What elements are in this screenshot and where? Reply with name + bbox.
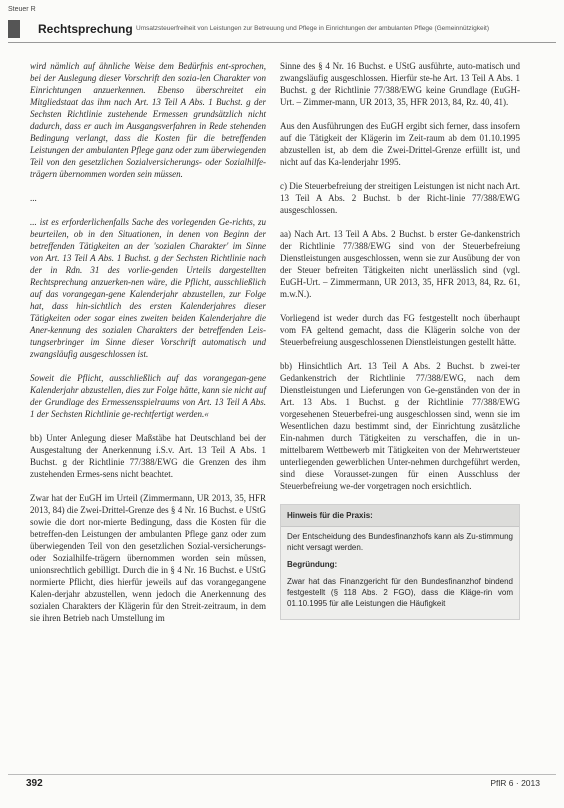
section-title: Rechtsprechung xyxy=(38,22,133,36)
paragraph: ... ist es erforderlichenfalls Sache des vorlegenden Ge-richts, zu beurteilen, ob in den Situationen, in denen von Beginn der betreffenden Tätigkeiten an der 'sozialen Charakter' im Sinne von Art. 13 Teil A Abs. 1 Buchst. g der Sechsten Richtlinie nach der in Rdn. 31 des vorlie-genden Urteils dargestellten Rechtsprechung anzuerken-nen wäre, die Pflicht, ausschließlich auf das vorangegan-gene Kalenderjahr abzustellen, zur Folge hat, dass hin-sichtlich des ersten Kalenderjahres dieser Tätigkeiten oder sogar eines zweiten beiden Kalenderjahre die Aner-kennung des sozialen Charakters der betreffenden Leis-tungserbringer im Sinne dieser Vorschrift automatisch und zwangsläufig ausgeschlossen ist. xyxy=(30,217,266,359)
paragraph: wird nämlich auf ähnliche Weise dem Bedürfnis ent-sprochen, bei der Auslegung dieser Vorschrift den sozia-len Charakter von Einrichtungen anzuerkennen. Ebenso überschreitet ein Mitgliedstaat das ihm nach Art. 13 Teil A Abs. 1 Buchst. g der Sechsten Richtlinie zustehende Ermessen grundsätzlich nicht dadurch, dass er auch im Ausgangsverfahren in Rede stehenden Bedingung verlangt, dass die Kosten für die betreffenden Leistungen der ambulanten Pflege ganz oder zum überwiegenden Teil von den gesetzlichen Sozialversicherungs- oder Sozialhilfe-trägern übernommen worden sein müssen. xyxy=(30,61,266,179)
page-number: 392 xyxy=(26,778,43,789)
hint-title: Hinweis für die Praxis: xyxy=(281,505,519,527)
paragraph: bb) Hinsichtlich Art. 13 Teil A Abs. 2 Buchst. b zwei-ter Gedankenstrich der Richtlinie 77/388/EWG, nach dem Dienstleistungen und Lieferungen von Ge-genständen von der in Art. 13 Abs. 1 Buchst. g der Richtlinie 77/388/EWG vorgesehenen Steuerbefrei-ung ausgeschlossen sind, wenn sie im Wesentlichen dazu bestimmt sind, der Einrichtung zusätzliche Ein-nahmen durch Tätigkeiten zu verschaffen, die in un-mittelbarem Wettbewerb mit Tätigkeiten von der Mehrwertsteuer unterliegenden gewerblichen Unter-nehmen durchgeführt werden, sind diese Vorausset-zungen für einen Ausschluss der Steuerbefreiung we-der vorgetragen noch ersichtlich. xyxy=(280,361,520,491)
section-subtitle: Umsatzsteuerfreiheit von Leistungen zur Betreuung und Pflege in Einrichtungen der ambulanten Pflege (Gemeinnützigkeit) xyxy=(136,25,490,32)
page-header-author: Steuer R xyxy=(8,6,36,13)
hint-text: Der Entscheidung des Bundesfinanzhofs kann als Zu-stimmung nicht versagt werden. xyxy=(287,532,513,552)
paragraph: Aus den Ausführungen des EuGH ergibt sich ferner, dass insofern auf die Tätigkeit der Klägerin im Zeit-raum ab dem 01.10.1995 abzustellen ist, ab dem die Zwei-Drittel-Grenze erfüllt ist, und nicht auf das Ka-lenderjahr 1995. xyxy=(280,121,520,167)
practice-hint-box xyxy=(280,504,520,620)
footer-divider xyxy=(8,774,556,775)
paragraph: bb) Unter Anlegung dieser Maßstäbe hat Deutschland bei der Ausgestaltung der Anerkennung i.S.v. Art. 13 Teil A Abs. 1 Buchst. g der Richtlinie 77/388/EWG die Grenzen des ihm zustehenden Ermes-sens nicht beachtet. xyxy=(30,433,266,479)
right-column xyxy=(280,60,520,620)
section-marker xyxy=(8,20,20,38)
journal-reference: PflR 6 · 2013 xyxy=(490,778,540,788)
section-header xyxy=(8,20,556,38)
paragraph: Vorliegend ist weder durch das FG festgestellt noch überhaupt vom FA geltend gemacht, dass die Klägerin solche von der Steuerbefreiung ausgeschlossenen Dienstleistungen gestellt hätte. xyxy=(280,313,520,347)
hint-subheading: Begründung: xyxy=(287,560,338,569)
paragraph: aa) Nach Art. 13 Teil A Abs. 2 Buchst. b erster Ge-dankenstrich der Richtlinie 77/388/EWG sind von der Steuerbefreiung Dienstleistungen ausgeschlossen, wenn sie zur Ausübung der von der Steuer befreiten Tätigkeiten nicht unerlässlich sind (vgl. EuGH-Urt. – Zimmermann, UR 2013, 35, HFR 2013, 84, Rz. 61, m.w.N.). xyxy=(280,229,520,299)
paragraph: Sinne des § 4 Nr. 16 Buchst. e UStG ausführte, auto-matisch und zwangsläufig ausgeschlossen. Hierfür ste-he Art. 13 Teil A Abs. 1 Buchst. g der Richtlinie 77/388/EWG keine Grundlage (EuGH-Urt. – Zimmer-mann, UR 2013, 35, HFR 2013, 84, Rz. 40, 41). xyxy=(280,61,520,107)
header-divider xyxy=(8,42,556,43)
paragraph: Soweit die Pflicht, ausschließlich auf das vorangegan-gene Kalenderjahr abzustellen, dies zur Folge hätte, kann sie nicht auf der Grundlage des Ermessensspielraums von Art. 13 Teil A Abs. 1 der Sechsten Richtlinie ge-rechtfertigt werden.« xyxy=(30,373,266,419)
paragraph: Zwar hat der EuGH im Urteil (Zimmermann, UR 2013, 35, HFR 2013, 84) die Zwei-Drittel-Grenze des § 4 Nr. 16 Buchst. e UStG sowie die dort nor-mierte Bedingung, dass die Kosten für die betreffen-den Leistungen der ambulanten Pflege ganz oder zum überwiegenden Teil von den gesetzlichen Sozial-versicherungs- oder Sozialhilfe-trägern übernommen worden sein müssen, unionsrechtlich gebilligt. Durch die in § 4 Nr. 16 Buchst. e UStG normierte Pflicht, dies hierfür jeweils auf das vorangegangene Kalen-derjahr abzustellen, wenn jedoch die Anerkennung des sozialen Charakters der Klägerin für den Streit-zeitraum, in dem sie ihren Betrieb nach Umstellung im xyxy=(30,493,266,623)
paragraph: c) Die Steuerbefreiung der streitigen Leistungen ist nicht nach Art. 13 Teil A Abs. 2 Buchst. b der Richt-linie 77/388/EWG ausgeschlossen. xyxy=(280,181,520,215)
hint-text: Zwar hat das Finanzgericht für den Bundesfinanzhof bindend festgestellt (§ 118 Abs. 2 FGO), dass die Kläge-rin vom 01.10.1995 für alle Leistungen die Häufigkeit xyxy=(287,577,513,608)
ellipsis: ... xyxy=(30,193,37,203)
left-column xyxy=(30,60,266,636)
